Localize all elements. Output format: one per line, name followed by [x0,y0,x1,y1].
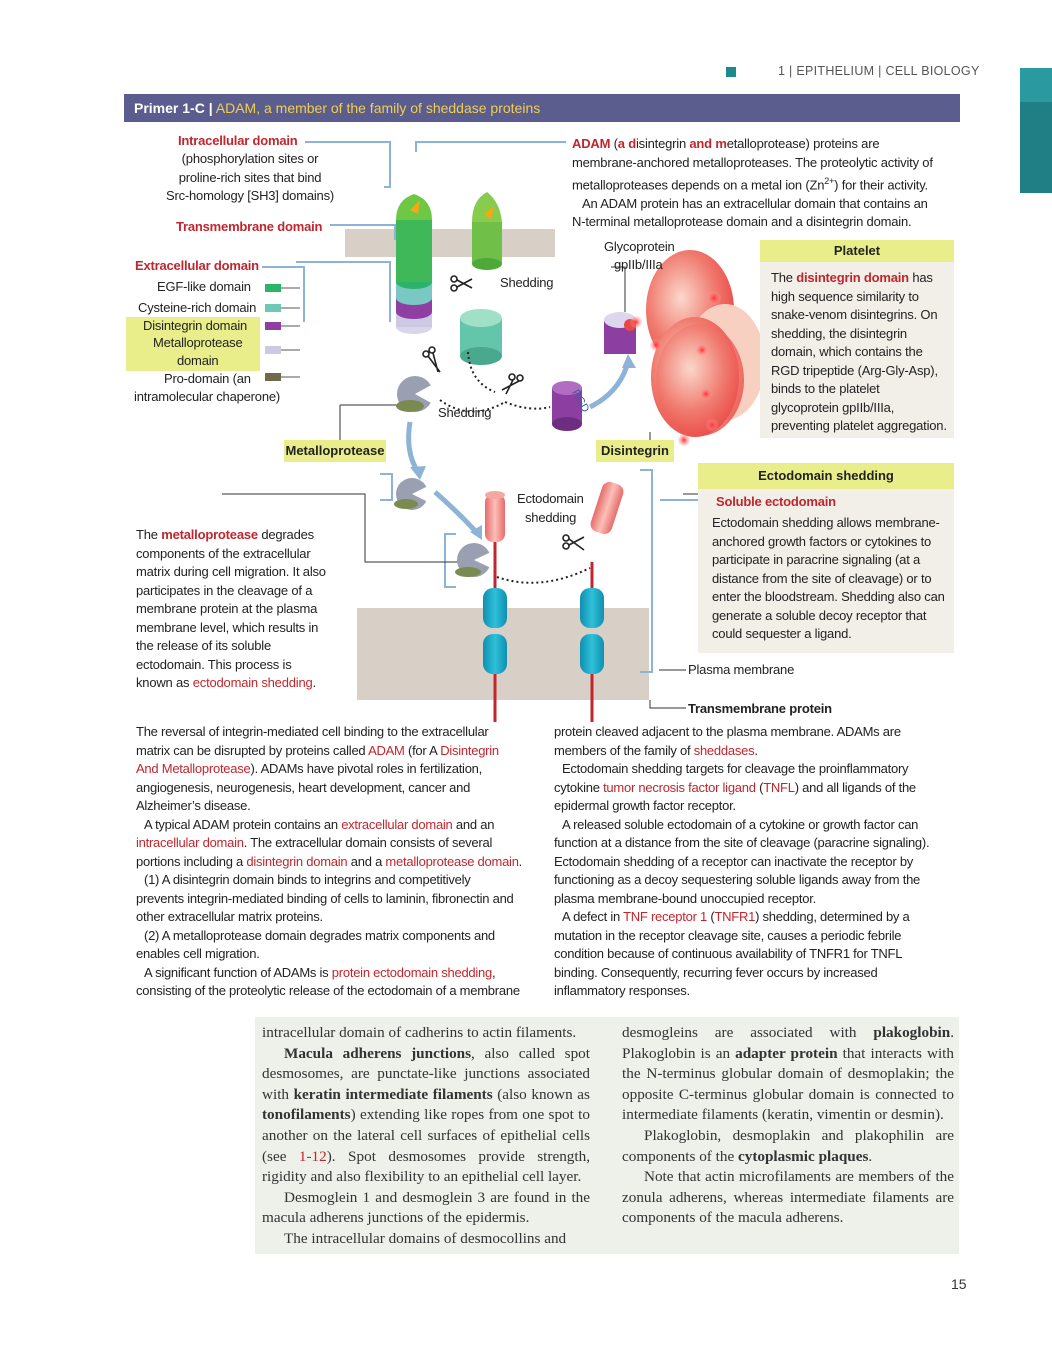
cysteine-rich-label: Cysteine-rich domain [138,300,257,315]
pro-domain-label-2: intramolecular chaperone) [134,389,281,404]
primer-label: Primer 1-C | [134,100,213,116]
disintegrin-swatch [265,322,281,330]
disintegrin-tag: Disintegrin [596,440,674,462]
cysteine-swatch [265,304,281,312]
upper-membrane-band [345,229,555,257]
pro-domain-label-1: Pro-domain (an [164,371,251,386]
extracellular-domain-label: Extracellular domain [135,258,259,273]
platelet-cells [630,250,765,446]
metalloprotease-domain-label-2: domain [177,353,219,368]
caption-right: protein cleaved adjacent to the plasma membrane. ADAMs are members of the family of sheddases. Ectodomain shedding targets for cleavage the proinflammatory cytokine tumor necrosis factor ligand (TNFL) and all ligands of the epidermal growth factor receptor. A released soluble ectodomain of a cytokine or growth factor can function at a distance from the site of cleavage (paracrine signaling). Ectodomain shedding of a receptor can inactivate the receptor by functioning as a decoy sequestering soluble ligands away from the plasma membrane-bound unoccupied receptor. A defect in TNF receptor 1 (TNFR1) shedding, determined by a mutation in the receptor cleavage site, causes a periodic febrile condition because of continuous availability of TNFR1 for TNFL binding. Consequently, recurring fever occurs by increased inflammatory responses. [554,724,930,998]
metalloprotease-swatch [265,346,281,354]
ectodomain-note: Ectodomain shedding allows membrane- anchored growth factors or cytokines to participate in paracrine signaling (at a distance from the site of cleavage) or to enter the bloodstream. Shedding also can generate a soluble decoy receptor that could sequester a ligand. [712,515,945,641]
adam-figure [0,122,1052,722]
scissors-icon-3 [502,374,523,394]
primer-title: ADAM, a member of the family of sheddase proteins [215,100,541,116]
transmembrane-protein-label: Transmembrane protein [688,701,832,716]
cysteine-rich-fragment [460,309,502,365]
egf-like-label: EGF-like domain [157,279,251,294]
rgd-label: RGD [568,387,592,415]
body-text-left: intracellular domain of cadherins to actin filaments. Macula adherens junctions, also called spot desmosomes, are punctate-like junctions associated with keratin intermediate filaments (also known as tonofilaments) extending like ropes from one spot to another on the lateral cell surfaces of epithelial cells (see 1-12). Spot desmosomes provide strength, rigidity and also flexibility to an epithelial cell layer. Desmoglein 1 and desmoglein 3 are found in the macula adherens junctions of the epidermis. The intracellular domains of desmocollins and [262,1024,590,1247]
adam-description: ADAM (a disintegrin and metalloprotease) proteins are membrane-anchored metalloproteases. The proteolytic activity of metalloproteases depends on a metal ion $(Zn^{2+})$ for their activity. An ADAM protein has an extracellular domain that contains an N-terminal metalloprotease domain and a disintegrin domain. [572,136,933,230]
intracellular-desc: (phosphorylation sites or proline-rich sites that bind Src-homology [SH3] domains) [166,151,334,203]
plasma-membrane-label: Plasma membrane [688,662,795,677]
platelet-tag: Platelet [760,240,954,262]
metalloprotease-tag: Metalloprotease [284,440,386,462]
metalloprotease-fragment [396,376,433,412]
prodomain-swatch [265,373,281,381]
soluble-ectodomain-label: Soluble ectodomain [716,494,836,509]
shedding-label-1: Shedding [500,275,554,290]
intracellular-domain-label: Intracellular domain [178,133,298,148]
body-text-right: desmogleins are associated with plakoglobin. Plakoglobin is an adapter protein that interacts with the N-terminus globular domain of desmoplakin; the opposite C-terminus globular domain is connected to intermediate filaments (keratin, vimentin or desmin). Plakoglobin, desmoplakin and plakophilin are components of the cytoplasmic plaques. Note that actin microfilaments are members of the zonula adherens, whereas intermediate filaments are components of the macula adherens. [622,1024,954,1227]
ectodomain-shedding-label-2: shedding [525,510,577,525]
bound-disintegrin [604,312,636,354]
caption-left: The reversal of integrin-mediated cell binding to the extracellular matrix can be disrupted by proteins called ADAM (for A Disintegrin And Metalloprotease). ADAMs have pivotal roles in fertilization, angiogenesis, neurogenesis, heart development, cancer and Alzheimer’s disease. A typical ADAM protein contains an extracellular domain and an intracellular domain. The extracellular domain consists of several portions including a disintegrin domain and a metalloprotease domain. (1) A disintegrin domain binds to integrins and competitively prevents integrin-mediated binding of cells to laminin, fibronectin and other extracellular matrix proteins. (2) A metalloprotease domain degrades matrix components and enables cell migration. A significant function of ADAMs is protein ectodomain shedding, consisting of the proteolytic release of the ectodomain of a membrane [136,724,523,998]
ectodomain-shedding-label-1: Ectodomain [517,491,584,506]
scissors-icon-4 [563,535,584,550]
primer-title-bar [124,94,960,122]
chapter-header: 1 | EPITHELIUM | CELL BIOLOGY [778,64,980,78]
platelet-note: The disintegrin domain has high sequence similarity to snake-venom disintegrins. On shedding, the disintegrin domain, which contains the RGD tripeptide (Arg-Gly-Asp), binds to the platelet glycoprotein gpIIb/IIIa, preventing platelet aggregation. [771,270,947,433]
shed-intracellular-part [472,192,502,270]
shedding-label-2: Shedding [438,405,492,420]
ectodomain-shedding-tag: Ectodomain shedding [698,463,954,489]
metalloprotease-domain-label-1: Metalloprotease [153,335,243,350]
page-number: 15 [951,1276,967,1292]
chapter-side-tab-top [1020,68,1052,102]
header-square-icon [726,67,736,77]
adam-protein-full [396,194,432,334]
scissors-icon-2 [423,347,440,372]
glycoprotein-label-1: Glycoprotein [604,239,675,254]
egf-swatch [265,284,281,292]
disintegrin-domain-label: Disintegrin domain [143,318,248,333]
scissors-icon-1 [451,276,472,291]
transmembrane-domain-label: Transmembrane domain [176,219,323,234]
glycoprotein-label-2: gpIIb/IIIa [614,257,663,272]
metalloprotease-note: The metalloprotease degrades components of the extracellular matrix during cell migration. It also participates in the cleavage of a membrane protein at the plasma membrane level, which results in the release of its soluble ectodomain. This process is known as ectodomain shedding. [136,527,326,690]
